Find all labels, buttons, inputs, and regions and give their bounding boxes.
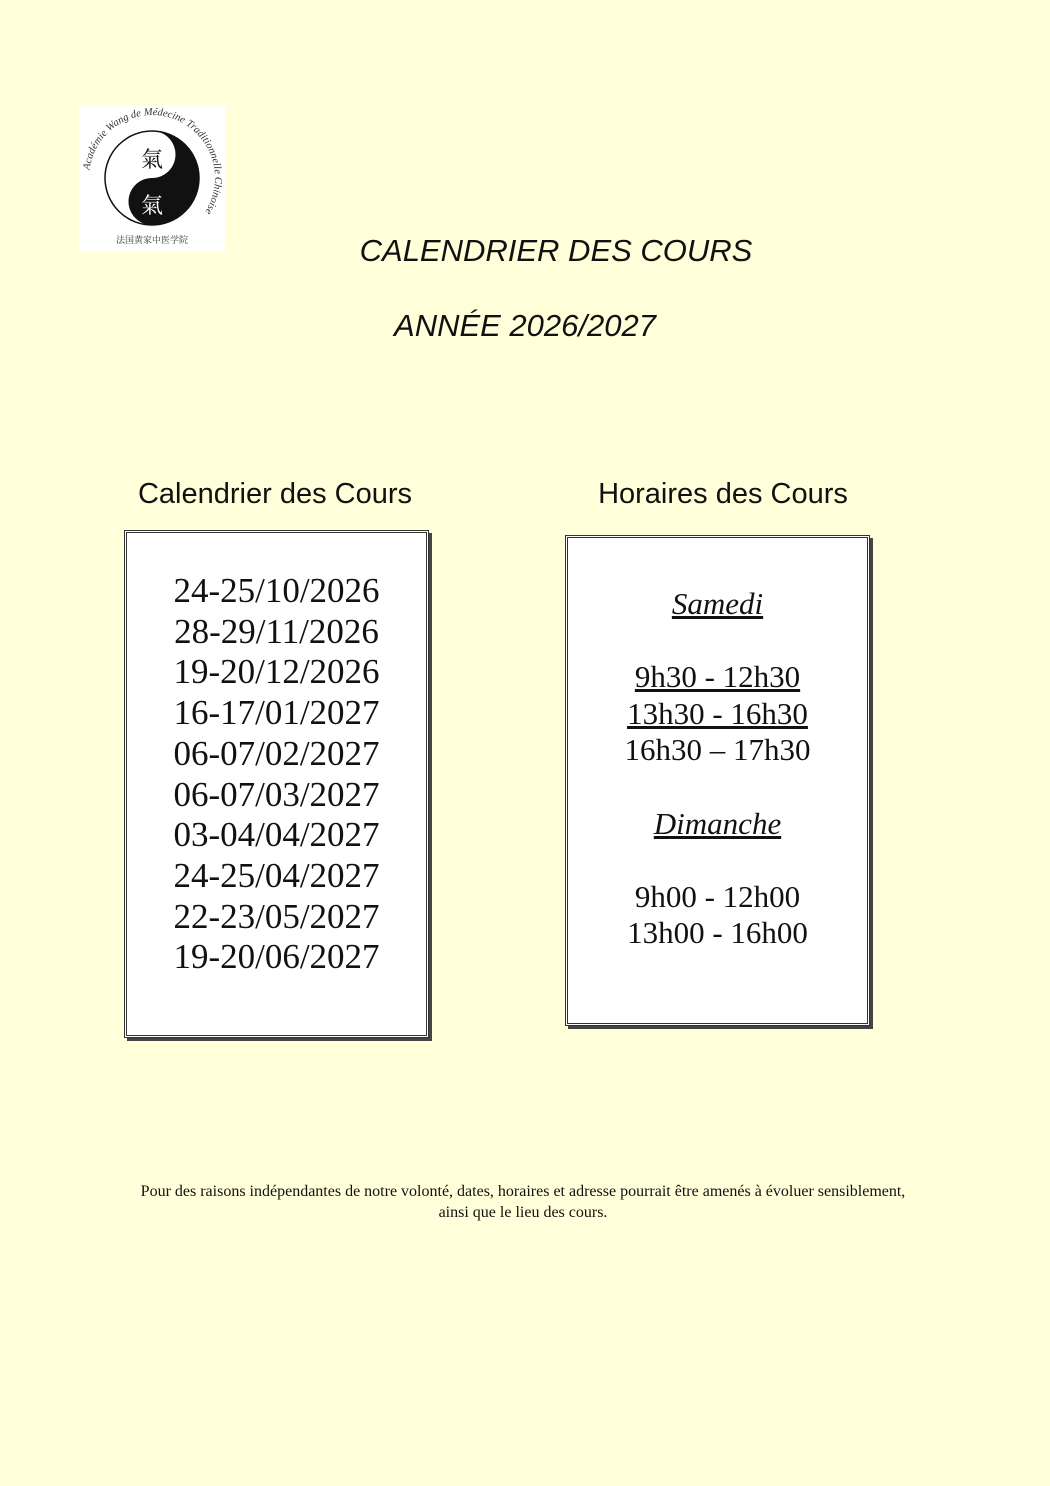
sunday-label: Dimanche (653, 805, 782, 841)
saturday-slot: 16h30 – 17h30 (624, 732, 811, 768)
svg-text:氣: 氣 (140, 148, 164, 173)
course-date: 24-25/10/2026 (173, 571, 380, 610)
course-date: 22-23/05/2027 (173, 896, 380, 936)
calendar-heading: Calendrier des Cours (137, 478, 412, 510)
svg-text:氣: 氣 (140, 194, 164, 219)
course-dates-list (127, 571, 426, 978)
course-date: 19-20/12/2026 (173, 652, 380, 692)
yin-yang-logo-icon (79, 105, 225, 251)
schedule-box (565, 535, 870, 1026)
svg-text:法国黄家中医学院: 法国黄家中医学院 (115, 236, 189, 246)
disclaimer-note: Pour des raisons indépendantes de notre volonté, dates, horaires et adresse pourrait être amenés à évoluer sensiblement, ainsi que le lieu des cours. (140, 1183, 906, 1221)
svg-text:Académie Wang de Médecine Trad: Académie Wang de Médecine Traditionnelle Chinoise (81, 106, 224, 217)
saturday-slot: 13h30 - 16h30 (627, 695, 808, 731)
schedule-heading: Horaires des Cours (598, 478, 848, 510)
course-date: 28-29/11/2026 (174, 611, 379, 651)
sunday-slot: 9h00 - 12h00 (634, 878, 801, 914)
course-date: 24-25/04/2027 (173, 855, 380, 895)
course-date: 06-07/02/2027 (173, 733, 380, 773)
sunday-slot: 13h00 - 16h00 (627, 915, 808, 951)
course-date: 16-17/01/2027 (173, 693, 380, 733)
course-date: 03-04/04/2027 (173, 815, 380, 855)
schedule-list (568, 586, 867, 952)
course-date: 06-07/03/2027 (173, 774, 380, 814)
page-title: CALENDRIER DES COURS (359, 233, 753, 268)
course-date: 19-20/06/2027 (173, 937, 380, 977)
saturday-label: Samedi (671, 586, 764, 621)
academic-year: ANNÉE 2026/2027 (394, 308, 656, 343)
calendar-box (124, 530, 429, 1038)
academy-logo (79, 105, 225, 251)
saturday-slot: 9h30 - 12h30 (634, 659, 801, 695)
